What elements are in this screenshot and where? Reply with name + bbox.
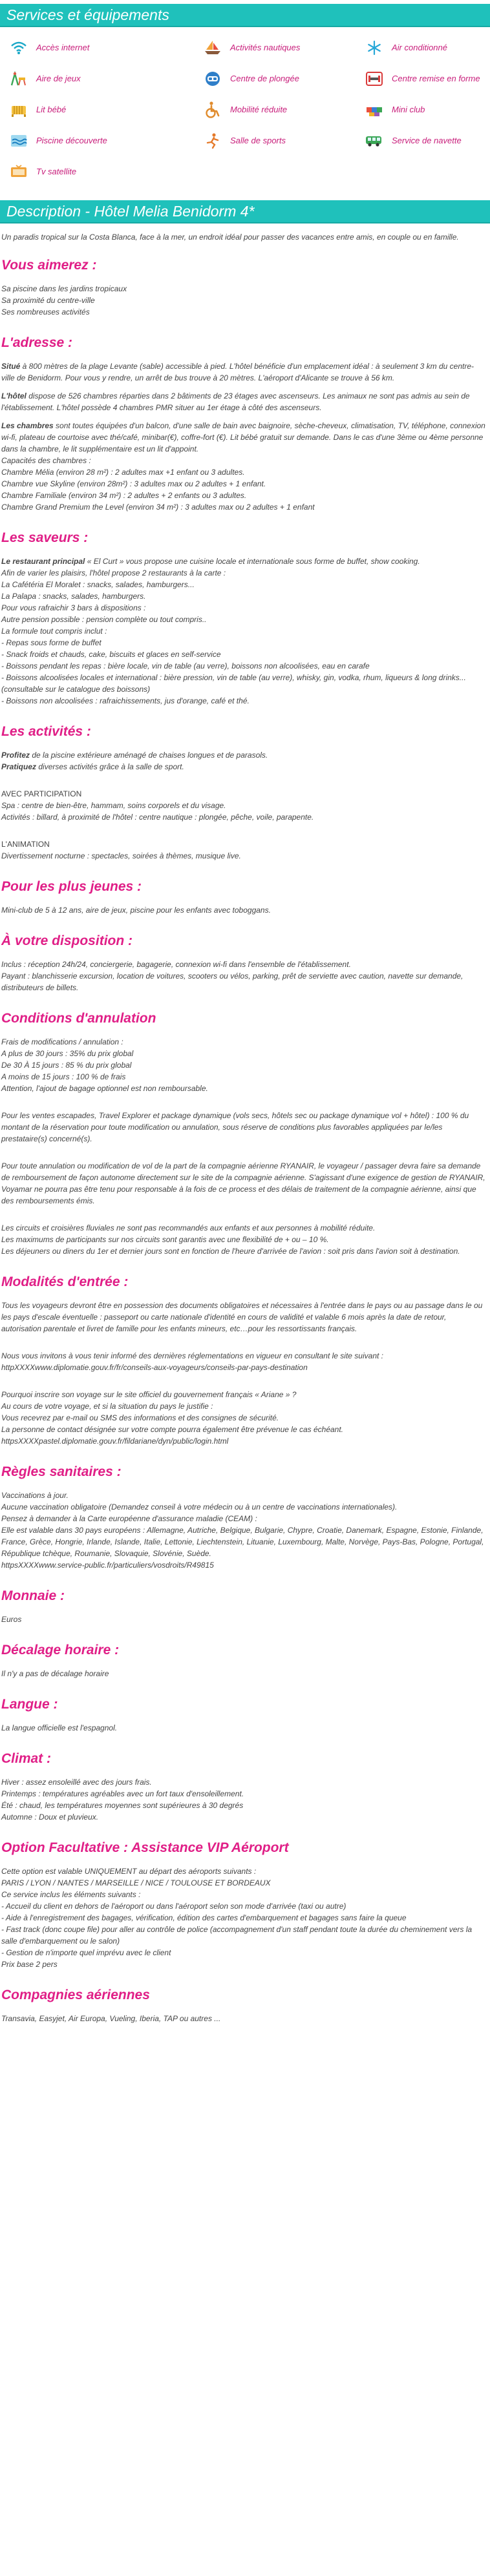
monnaie-text: Euros: [1, 1615, 22, 1624]
list-item: - Accueil du client en dehors de l'aéroport ou dans l'aéroport selon son mode d'arrivée (taxi ou autre): [1, 1902, 346, 1911]
spacer: [1, 779, 486, 788]
activites-list: [1, 749, 486, 773]
list-item: Sa piscine dans les jardins tropicaux: [1, 284, 127, 293]
list-item: Chambre Grand Premium the Level (environ 34 m²) : 3 adultes max ou 2 adultes + 1 enfant: [1, 503, 315, 512]
sanitaires-list: [1, 1490, 486, 1571]
circuits-list: [1, 1222, 486, 1257]
list-item: Au cours de votre voyage, et si la situation du pays le justifie :: [1, 1402, 213, 1411]
section-title-option: Option Facultative : Assistance VIP Aéroport: [1, 1840, 289, 1855]
hotel-paragraph: [1, 390, 486, 413]
wheelchair-icon: [203, 100, 222, 119]
service-label: Activités nautiques: [230, 43, 301, 52]
capacites-list: [1, 455, 486, 513]
animation-list: [1, 838, 486, 862]
list-item: Aucune vaccination obligatoire (Demandez conseil à votre médecin ou à un centre de vaccinations internationales).: [1, 1502, 398, 1511]
diving-icon: [203, 69, 222, 88]
list-item: Divertissement nocturne : spectacles, soirées à thèmes, musique live.: [1, 851, 241, 860]
bold-lead: Pratiquez: [1, 762, 37, 771]
list-item: A plus de 30 jours : 35% du prix global: [1, 1049, 134, 1058]
bold-lead: Profitez: [1, 751, 30, 760]
service-label: Salle de sports: [230, 136, 286, 145]
diplomatie-link[interactable]: httpXXXXwww.diplomatie.gouv.fr/fr/conseils-aux-voyageurs/conseils-par-pays-destination: [1, 1363, 308, 1372]
vous-aimerez-list: [1, 283, 486, 318]
entree-info: [1, 1350, 486, 1373]
section-title-vous-aimerez: Vous aimerez :: [1, 258, 97, 273]
tv-icon: [9, 162, 28, 182]
section-title-activites: Les activités :: [1, 724, 91, 739]
list-item: A moins de 15 jours : 100 % de frais: [1, 1072, 126, 1081]
section-title-sanitaires: Règles sanitaires :: [1, 1464, 122, 1479]
snowflake-icon: [365, 38, 384, 57]
section-title-annulation: Conditions d'annulation: [1, 1011, 156, 1026]
list-item: Sa proximité du centre-ville: [1, 296, 95, 305]
service-label: Piscine découverte: [36, 136, 107, 145]
service-item: [365, 36, 490, 59]
list-item: [1, 556, 486, 567]
list-item: Ce service inclus les éléments suivants :: [1, 1890, 141, 1899]
section-title-decalage: Décalage horaire :: [1, 1643, 120, 1657]
list-item: Capacités des chambres :: [1, 456, 91, 465]
spacer: [1, 1101, 486, 1110]
paragraph-text: diverses activités grâce à la salle de sport.: [36, 762, 184, 771]
service-label: Lit bébé: [36, 105, 67, 114]
section-title-disposition: À votre disposition :: [1, 933, 133, 948]
langue-text: La langue officielle est l'espagnol.: [1, 1723, 118, 1732]
service-label: Air conditionné: [392, 43, 447, 52]
entree-paragraph: Tous les voyageurs devront être en possession des documents obligatoires et nécessaires à l'entrée dans le pays ou au passage dans le ou les pays d'escale éventuelle : passeport ou carte nationale d'identité en cours de validité et valable 6 mois après la date de retour, autorisation parentale et livret de famille pour les enfants mineurs, etc…pour les ressortissants français.: [1, 1301, 483, 1333]
service-item: [365, 98, 490, 121]
services-grid: [0, 35, 490, 183]
list-item: AVEC PARTICIPATION: [1, 789, 82, 798]
service-label: Mini club: [392, 105, 425, 114]
list-item: PARIS / LYON / NANTES / MARSEILLE / NICE / TOULOUSE ET BORDEAUX: [1, 1878, 271, 1887]
jeunes-text: Mini-club de 5 à 12 ans, aire de jeux, piscine pour les enfants avec toboggans.: [1, 906, 271, 915]
climat-list: [1, 1776, 486, 1823]
fitness-icon: [365, 69, 384, 88]
service-item: [9, 129, 203, 152]
crib-icon: [9, 100, 28, 119]
list-item: Les circuits et croisières fluviales ne sont pas recommandés aux enfants et aux personnes à mobilité réduite.: [1, 1223, 376, 1232]
description-content: [0, 231, 490, 2024]
service-item: [9, 67, 203, 90]
ariane-list: [1, 1389, 486, 1447]
list-item: - Snack froids et chauds, cake, biscuits et glaces en self-service: [1, 650, 221, 659]
service-label: Centre de plongée: [230, 74, 299, 83]
list-item: Chambre Mélia (environ 28 m²) : 2 adultes max +1 enfant ou 3 adultes.: [1, 468, 245, 477]
spacer: [1, 829, 486, 838]
section-title-jeunes: Pour les plus jeunes :: [1, 879, 142, 894]
list-item: - Boissons alcoolisées locales et international : bière pression, vin de table (au verre), whisky, gin, vodka, rhum, liqueurs & long drinks...(consultable sur le catalogue des boissons): [1, 673, 466, 694]
list-item: Afin de varier les plaisirs, l'hôtel propose 2 restaurants à la carte :: [1, 568, 226, 577]
shuttle-icon: [365, 131, 384, 151]
annulation-paragraph: Pour les ventes escapades, Travel Explorer et package dynamique (vols secs, hôtels sec ou package dynamique vol + hôtel) : 100 % du montant de la réservation pour toute modification ou annulation, sous réserve de conditions plus favorables appliquées par le/les prestataire(s) concerné(s).: [1, 1111, 469, 1143]
adresse-paragraph: [1, 360, 486, 384]
mini-club-icon: [365, 100, 384, 119]
bold-lead: Le restaurant principal: [1, 557, 85, 566]
section-title-langue: Langue :: [1, 1697, 58, 1712]
paragraph-text: sont toutes équipées d'un balcon, d'une salle de bain avec baignoire, sèche-cheveux, climatisation, TV, téléphone, connexion wi-fi, plateau de courtoise avec thé/café, minibar(€), coffre-fort (€). Lit bébé gratuit sur demande. Dans le cas d'une 3ème ou 4ème personne dans la chambre, le lit supplémentaire est un lit d'appoint.: [1, 421, 485, 453]
boat-icon: [203, 38, 222, 57]
bold-lead: Les chambres: [1, 421, 54, 430]
list-item: [1, 761, 486, 773]
section-title-climat: Climat :: [1, 1751, 52, 1766]
service-item: [9, 36, 203, 59]
list-item: [1, 749, 486, 761]
service-label: Tv satellite: [36, 167, 77, 176]
list-item: - Boissons pendant les repas : bière locale, vin de table (au verre), boissons non alcoolisées, eau en carafe: [1, 661, 370, 670]
service-label: Aire de jeux: [36, 74, 81, 83]
list-item: La formule tout compris inclut :: [1, 627, 107, 636]
list-item: Autre pension possible : pension complète ou tout compris..: [1, 615, 207, 624]
ariane-link[interactable]: httpsXXXXpastel.diplomatie.gouv.fr/fildariane/dyn/public/login.html: [1, 1437, 229, 1446]
list-item: De 30 À 15 jours : 85 % du prix global: [1, 1061, 132, 1070]
list-item: Elle est valable dans 30 pays européens : Allemagne, Autriche, Belgique, Bulgarie, Chypre, Croatie, Danemark, Espagne, Estonie, Finlande, France, Grèce, Hongrie, Irlande, Islande, Italie, Lettonie, Liechtenstein, Lituanie, Luxembourg, Malte, Norvège, Pays-Bas, Pologne, Portugal, République tchèque, Roumanie, Slovaquie, Slovénie, Suède.: [1, 1526, 484, 1558]
spacer: [1, 1151, 486, 1160]
disposition-list: [1, 959, 486, 993]
service-item: [9, 160, 203, 183]
service-item: [9, 98, 203, 121]
list-item: Payant : blanchisserie excursion, location de voitures, scooters ou vélos, parking, prêt de serviette avec caution, navette sur demande, distributeurs de billets.: [1, 971, 463, 992]
service-label: Mobilité réduite: [230, 105, 288, 114]
service-item: [203, 36, 365, 59]
section-title-entree: Modalités d'entrée :: [1, 1274, 129, 1289]
description-banner: Description - Hôtel Melia Benidorm 4*: [0, 200, 490, 223]
paragraph-text: à 800 mètres de la plage Levante (sable) accessible à pied. L'hôtel bénéficie d'un emplacement idéal : à seulement 3 km du centre- ville de Benidorm. Pour vous y rendre, un arrêt de bus trouve à 20 mètres. L'aéroport d'Alicante se trouve à 56 km.: [1, 362, 474, 382]
list-item: Vaccinations à jour.: [1, 1491, 69, 1500]
saveurs-list: [1, 556, 486, 707]
section-title-saveurs: Les saveurs :: [1, 530, 89, 545]
list-item: Spa : centre de bien-être, hammam, soins corporels et du visage.: [1, 801, 226, 810]
pool-icon: [9, 131, 28, 151]
service-label: Service de navette: [392, 136, 462, 145]
spacer: [1, 1380, 486, 1389]
frais-list: [1, 1036, 486, 1094]
list-item: Prix base 2 pers: [1, 1960, 58, 1969]
list-item: Vous recevrez par e-mail ou SMS des informations et des consignes de sécurité.: [1, 1413, 279, 1422]
option-list: [1, 1865, 486, 1970]
intro-text: Un paradis tropical sur la Costa Blanca, face à la mer, un endroit idéal pour passer des vacances entre amis, en couple ou en famille.: [1, 233, 459, 242]
service-label: Centre remise en forme: [392, 74, 480, 83]
list-item: - Repas sous forme de buffet: [1, 638, 101, 647]
spacer: [1, 1213, 486, 1222]
list-item: Nous vous invitons à vous tenir informé des dernières réglementations en vigueur en consultant le site suivant :: [1, 1351, 383, 1360]
paragraph-text: de la piscine extérieure aménagé de chaises longues et de parasols.: [30, 751, 268, 760]
section-title-compagnies: Compagnies aériennes: [1, 1988, 150, 2002]
chambres-paragraph: [1, 420, 486, 455]
list-item: La personne de contact désignée sur votre compte pourra également être prévenue le cas échéant.: [1, 1425, 344, 1434]
service-label: Accès internet: [36, 43, 90, 52]
gym-icon: [203, 131, 222, 151]
bold-lead: Situé: [1, 362, 21, 371]
list-item: Chambre vue Skyline (environ 28m²) : 3 adultes max ou 2 adultes + 1 enfant.: [1, 479, 266, 488]
list-item: Cette option est valable UNIQUEMENT au départ des aéroports suivants :: [1, 1867, 257, 1876]
list-item: Automne : Doux et pluvieux.: [1, 1813, 99, 1822]
services-banner: Services et équipements: [0, 4, 490, 27]
list-item: Pourquoi inscrire son voyage sur le site officiel du gouvernement français « Ariane » ?: [1, 1390, 297, 1399]
annulation-paragraph: Pour toute annulation ou modification de vol de la part de la compagnie aérienne RYANAIR, le voyageur / passager devra faire sa demande de remboursement de façon autonome directement sur le site de la compagnie aérienne. S'agissant d'une exigence de gestion de RYANAIR, Voyamar ne pourra pas être tenu pour responsable à la fois de ce process et des délais de traitement de la compagnie aérienne, ainsi que des remboursements émis.: [1, 1161, 485, 1205]
service-item: [203, 67, 365, 90]
list-item: L'ANIMATION: [1, 840, 50, 849]
playground-icon: [9, 69, 28, 88]
service-item: [203, 129, 365, 152]
list-item: Activités : billard, à proximité de l'hôtel : centre nautique : plongée, pêche, voile, parapente.: [1, 813, 314, 822]
list-item: - Aide à l'enregistrement des bagages, vérification, édition des cartes d'embarquement et bagages sans faire la queue: [1, 1913, 407, 1922]
list-item: Printemps : températures agréables avec un fort taux d'ensoleillement.: [1, 1789, 244, 1798]
paragraph-text: dispose de 526 chambres réparties dans 2 bâtiments de 23 étages avec ascenseurs. Les animaux ne sont pas admis au sein de l'établissement. L'hôtel possède 4 chambres PMR situer au 1er étage à côté des ascenseurs.: [1, 391, 470, 412]
list-item: Hiver : assez ensoleillé avec des jours frais.: [1, 1778, 152, 1787]
list-item: La Cafétéria El Moralet : snacks, salades, hamburgers...: [1, 580, 195, 589]
list-item: Les maximums de participants sur nos circuits sont garantis avec une flexibilité de + ou – 10 %.: [1, 1235, 329, 1244]
spacer: [1, 1341, 486, 1350]
list-item: Les déjeuners ou diners du 1er et dernier jours sont en fonction de l'heure d'arrivée de l'avion : soit pris dans l'avion soit à destination.: [1, 1247, 460, 1256]
paragraph-text: « El Curt » vous propose une cuisine locale et internationale sous forme de buffet, show cooking.: [85, 557, 420, 566]
list-item: La Palapa : snacks, salades, hamburgers.: [1, 592, 146, 601]
section-title-monnaie: Monnaie :: [1, 1588, 65, 1603]
list-item: - Gestion de n'importe quel imprévu avec le client: [1, 1948, 171, 1957]
list-item: Ses nombreuses activités: [1, 307, 90, 317]
section-title-adresse: L'adresse :: [1, 335, 73, 350]
list-item: Inclus : réception 24h/24, conciergerie, bagagerie, connexion wi-fi dans l'ensemble de l'établissement.: [1, 960, 351, 969]
list-item: Pensez à demander à la Carte européenne d'assurance maladie (CEAM) :: [1, 1514, 257, 1523]
list-item: Pour vous rafraichir 3 bars à dispositions :: [1, 603, 146, 612]
wifi-icon: [9, 38, 28, 57]
service-item: [365, 129, 490, 152]
list-item: - Boissons non alcoolisées : rafraichissements, jus d'orange, café et thé.: [1, 696, 250, 705]
list-item: - Fast track (donc coupe file) pour aller au contrôle de police (accompagnement d'un staff pendant toute la durée du cheminement vers la salle d'embarquement ou le salon): [1, 1925, 473, 1946]
service-item: [203, 98, 365, 121]
compagnies-text: Transavia, Easyjet, Air Europa, Vueling, Iberia, TAP ou autres ...: [1, 2014, 221, 2023]
list-item: Chambre Familiale (environ 34 m²) : 2 adultes + 2 enfants ou 3 adultes.: [1, 491, 247, 500]
list-item: Attention, l'ajout de bagage optionnel est non remboursable.: [1, 1084, 208, 1093]
bold-lead: L'hôtel: [1, 391, 27, 400]
list-item: Été : chaud, les températures moyennes sont supérieures à 30 degrés: [1, 1801, 244, 1810]
participation-list: [1, 788, 486, 823]
service-public-link[interactable]: httpsXXXXwww.service-public.fr/particuliers/vosdroits/R49815: [1, 1561, 214, 1570]
list-item: Frais de modifications / annulation :: [1, 1037, 123, 1046]
service-item: [365, 67, 490, 90]
decalage-text: Il n'y a pas de décalage horaire: [1, 1669, 109, 1678]
